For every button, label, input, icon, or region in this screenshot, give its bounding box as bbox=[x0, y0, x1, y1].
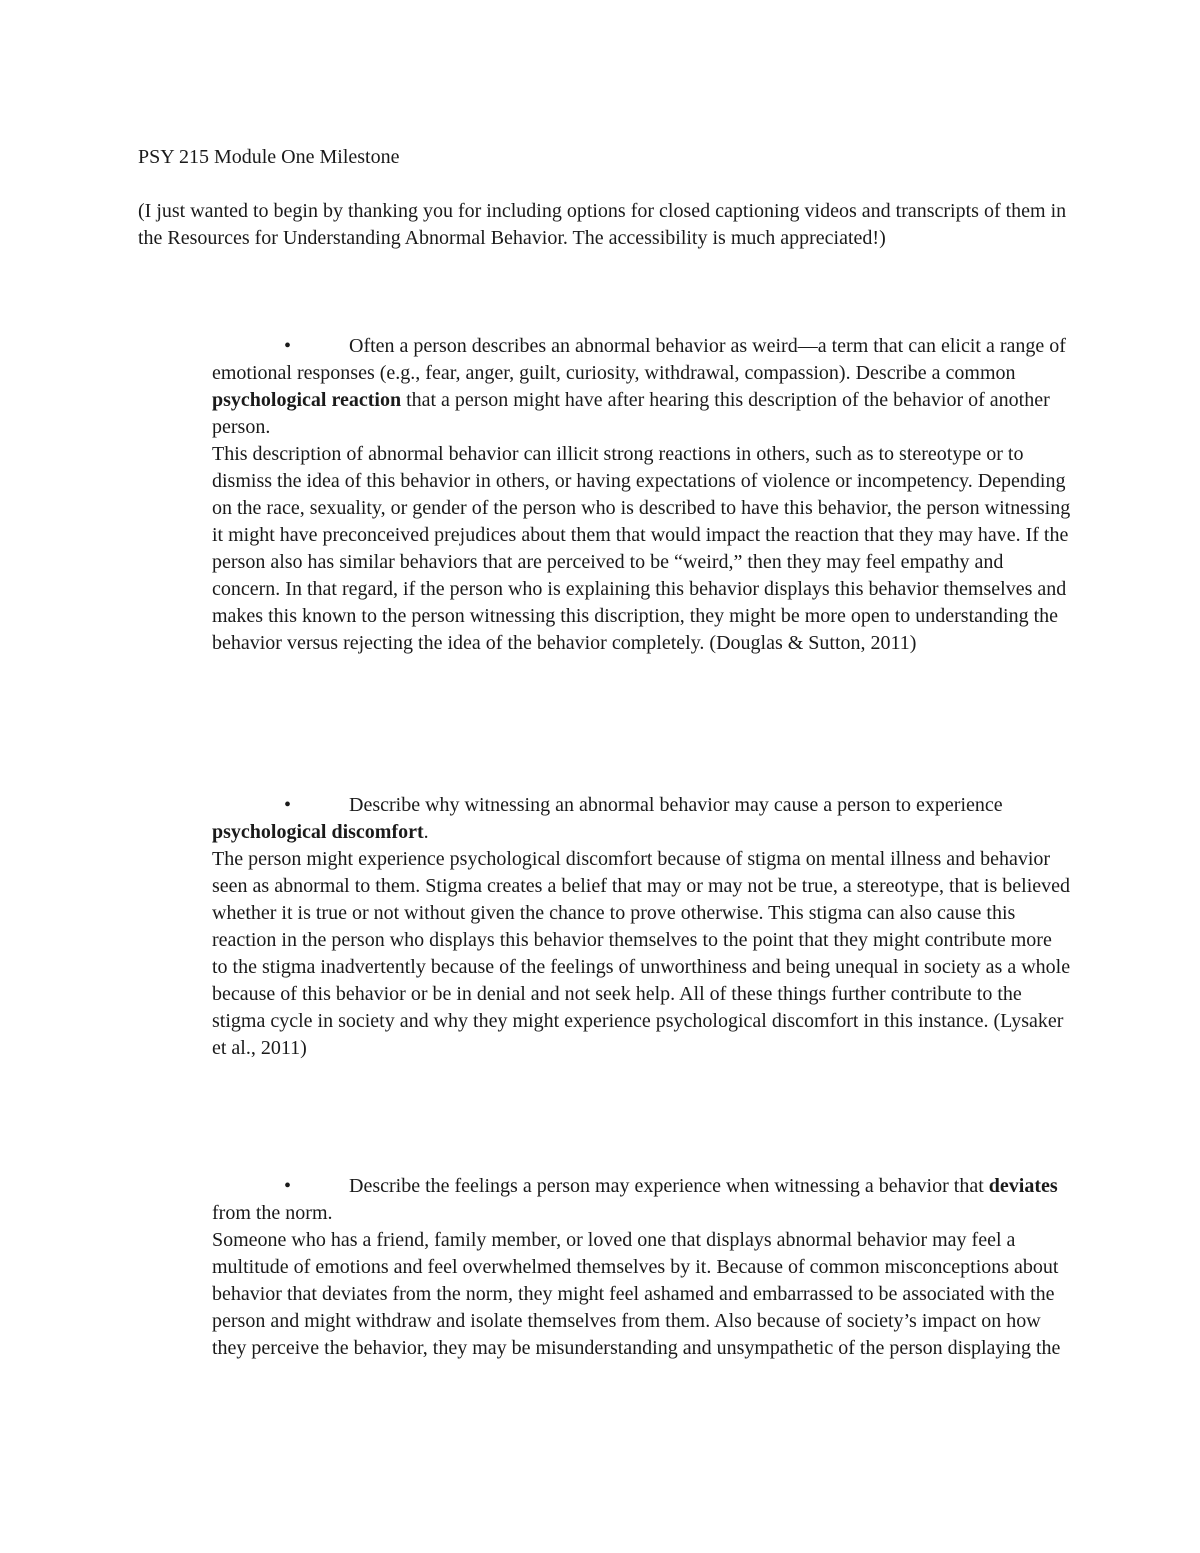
bullet-icon: • bbox=[284, 794, 292, 816]
intro-paragraph: (I just wanted to begin by thanking you for including options for closed captioning videos and transcripts of them in the Resources for Understanding Abnormal Behavior. The accessibility is much appreciated!) bbox=[138, 200, 1067, 249]
answer-2: The person might experience psychological discomfort because of stigma on mental illness and behavior seen as abnormal to them. Stigma creates a belief that may or may not be true, a stereotype, that is believed whether it is true or not without given the chance to prove otherwise. This stigma can also cause this reaction in the person who displays this behavior themselves to the point that they might contribute more to the stigma inadvertently because of the feelings of unworthiness and being unequal in society as a whole because of this behavior or be in denial and not seek help. All of these things further contribute to the stigma cycle in society and why they might experience psychological discomfort in this instance. (Lysaker et al., 2011) bbox=[212, 848, 1071, 1059]
question-block-2 bbox=[212, 792, 1072, 1062]
bullet-icon: • bbox=[284, 1175, 292, 1197]
bullet-icon: • bbox=[284, 335, 292, 357]
document-title: PSY 215 Module One Milestone bbox=[138, 146, 400, 168]
question-1: • Often a person describes an abnormal behavior as weird—a term that can elicit a range of emotional responses (e.g., fear, anger, guilt, curiosity, withdrawal, compassion). Describe a common psychological reaction that a person might have after hearing this description of the behavior of another person. bbox=[212, 335, 1066, 438]
question-block-1 bbox=[212, 333, 1072, 657]
question-3-emphasis: deviates bbox=[988, 1175, 1058, 1197]
answer-3: Someone who has a friend, family member, or loved one that displays abnormal behavior may feel a multitude of emotions and feel overwhelmed themselves by it. Because of common misconceptions about behavior that deviates from the norm, they might feel ashamed and embarrassed to be associated with the person and might withdraw and isolate themselves from them. Also because of society’s impact on how they perceive the behavior, they may be misunderstanding and unsympathetic of the person displaying the bbox=[212, 1229, 1061, 1359]
question-2: • Describe why witnessing an abnormal behavior may cause a person to experience psychological discomfort. bbox=[212, 794, 1003, 843]
question-2-emphasis: psychological discomfort bbox=[212, 821, 424, 843]
question-1-emphasis: psychological reaction bbox=[212, 389, 402, 411]
question-block-3 bbox=[212, 1173, 1072, 1362]
answer-1: This description of abnormal behavior can illicit strong reactions in others, such as to stereotype or to dismiss the idea of this behavior in others, or having expectations of violence or incompetency. Depending on the race, sexuality, or gender of the person who is described to have this behavior, the person witnessing it might have preconceived prejudices about them that would impact the reaction that they may have. If the person also has similar behaviors that are perceived to be “weird,” then they may feel empathy and concern. In that regard, if the person who is explaining this behavior displays this behavior themselves and makes this known to the person witnessing this discription, they might be more open to understanding the behavior versus rejecting the idea of the behavior completely. (Douglas & Sutton, 2011) bbox=[212, 443, 1071, 654]
question-3: • Describe the feelings a person may experience when witnessing a behavior that deviates from the norm. bbox=[212, 1175, 1058, 1224]
